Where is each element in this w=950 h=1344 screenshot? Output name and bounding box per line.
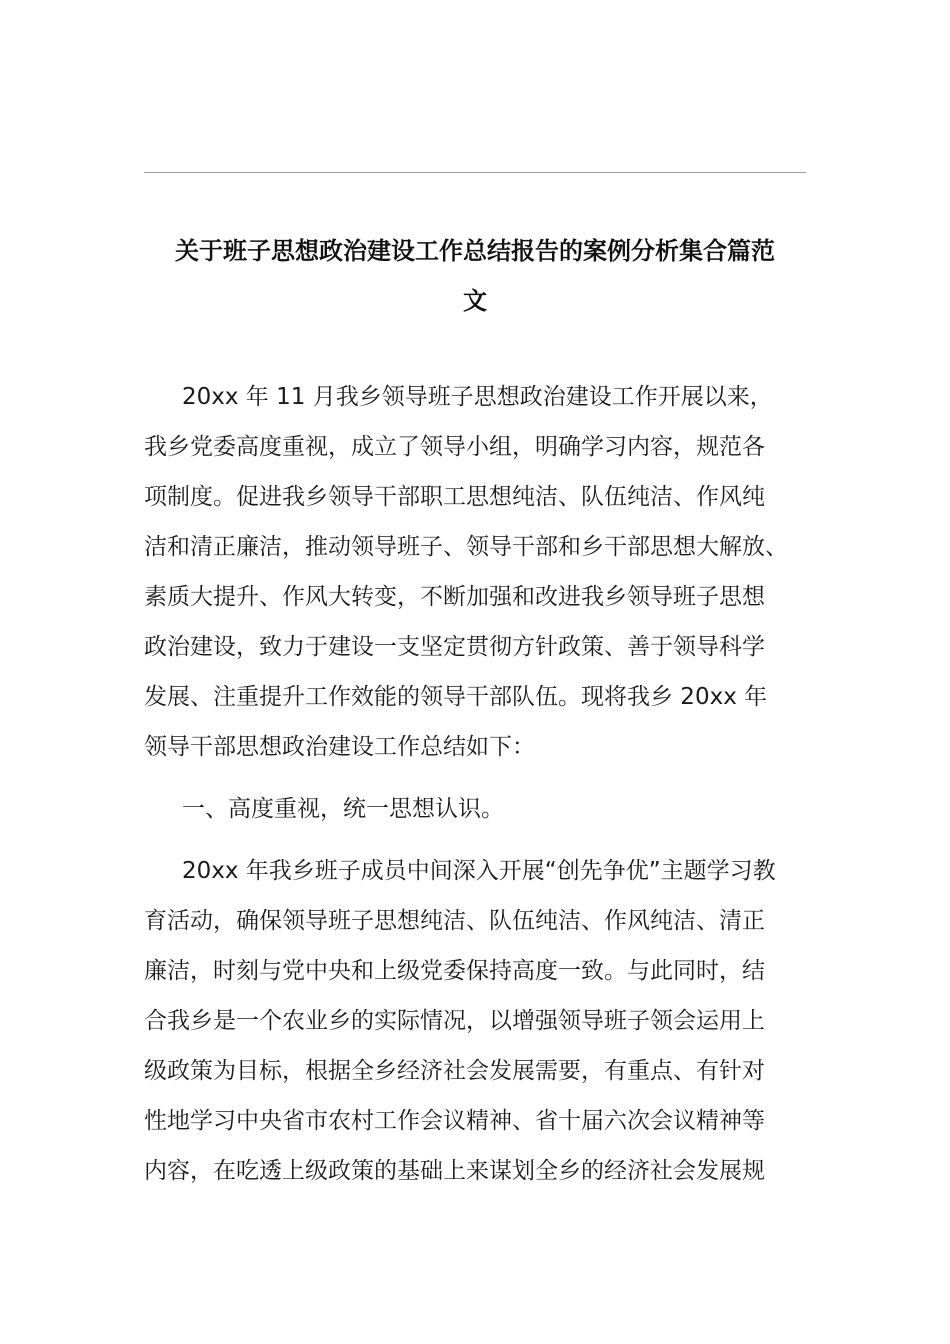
text-line: 20xx 年 11 月我乡领导班子思想政治建设工作开展以来， [182, 384, 773, 410]
text-line: 发展、注重提升工作效能的领导干部队伍。现将我乡 20xx 年 [144, 684, 768, 710]
title-line-2: 文 [463, 287, 487, 315]
text-line: 级政策为目标，根据全乡经济社会发展需要，有重点、有针对 [144, 1058, 765, 1084]
text-line: 我乡党委高度重视，成立了领导小组，明确学习内容，规范各 [144, 434, 765, 460]
text-line: 领导干部思想政治建设工作总结如下： [144, 734, 535, 760]
text-line: 性地学习中央省市农村工作会议精神、省十届六次会议精神等 [144, 1108, 765, 1134]
text-line: 素质大提升、作风大转变，不断加强和改进我乡领导班子思想 [144, 584, 765, 610]
header-divider [144, 172, 806, 173]
text-line: 廉洁，时刻与党中央和上级党委保持高度一致。与此同时，结 [144, 958, 765, 984]
paragraph-intro [144, 372, 806, 772]
text-line: 20xx 年我乡班子成员中间深入开展“创先争优”主题学习教 [182, 858, 776, 884]
text-line: 育活动，确保领导班子思想纯洁、队伍纯洁、作风纯洁、清正 [144, 908, 765, 934]
section-heading-1 [144, 784, 806, 834]
text-line: 合我乡是一个农业乡的实际情况，以增强领导班子领会运用上 [144, 1008, 765, 1034]
title-line-1: 关于班子思想政治建设工作总结报告的案例分析集合篇范 [175, 237, 775, 265]
text-line: 项制度。促进我乡领导干部职工思想纯洁、队伍纯洁、作风纯 [144, 484, 765, 510]
section-heading-text: 一、高度重视，统一思想认识。 [182, 796, 504, 822]
document-title [144, 226, 806, 326]
text-line: 洁和清正廉洁，推动领导班子、领导干部和乡干部思想大解放、 [144, 534, 788, 560]
text-line: 内容，在吃透上级政策的基础上来谋划全乡的经济社会发展规 [144, 1158, 765, 1184]
paragraph-section-1 [144, 846, 806, 1196]
text-line: 政治建设，致力于建设一支坚定贯彻方针政策、善于领导科学 [144, 634, 765, 660]
